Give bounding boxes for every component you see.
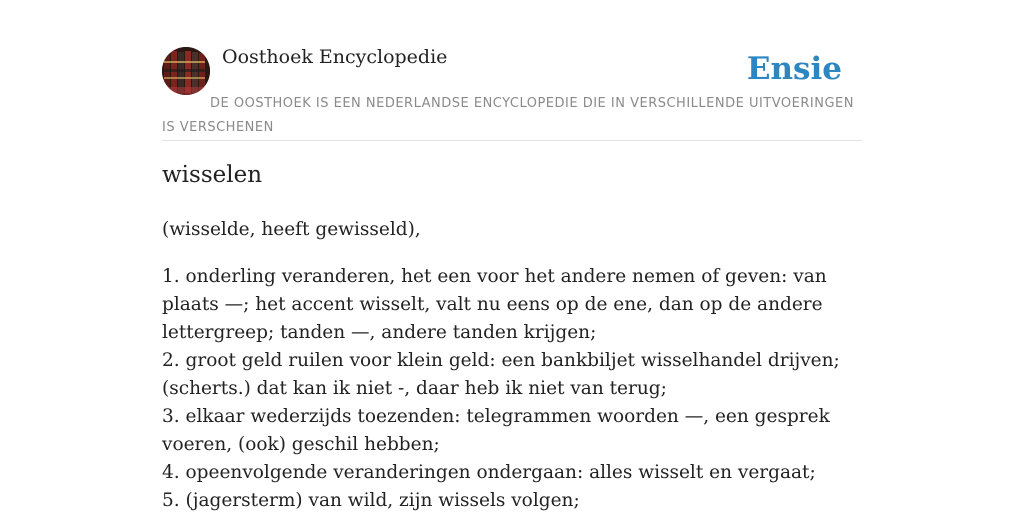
book-volumes-icon [162,47,210,95]
site-name[interactable]: Oosthoek Encyclopedie [222,46,448,68]
entry-content [162,216,862,512]
definition-item: 5. (jagersterm) van wild, zijn wissels volgen; [162,490,580,511]
site-tagline: DE OOSTHOEK IS EEN NEDERLANDSE ENCYCLOPEDIE DIE IN VERSCHILLENDE UITVOERINGEN IS VERSCHENEN [162,96,854,135]
entry-forms: (wisselde, heeft gewisseld), [162,219,421,240]
site-header [162,44,862,141]
definition-item: 4. opeenvolgende veranderingen ondergaan: alles wisselt en vergaat; [162,462,816,483]
ensie-logo-link[interactable]: Ensie [746,51,842,87]
definition-item: 3. elkaar wederzijds toezenden: telegrammen woorden —, een gesprek voeren, (ook) geschil hebben; [162,406,830,455]
site-avatar[interactable] [162,47,210,95]
definition-list [162,263,862,512]
entry-title: wisselen [162,162,263,188]
definition-item: 1. onderling veranderen, het een voor het andere nemen of geven: van plaats —; het accent wisselt, valt nu eens op de ene, dan op de andere lettergreep; tanden —, andere tanden krijgen; [162,266,827,343]
definition-item: 2. groot geld ruilen voor klein geld: een bankbiljet wisselhandel drijven; (scherts.) dat kan ik niet -, daar heb ik niet van terug; [162,350,840,399]
